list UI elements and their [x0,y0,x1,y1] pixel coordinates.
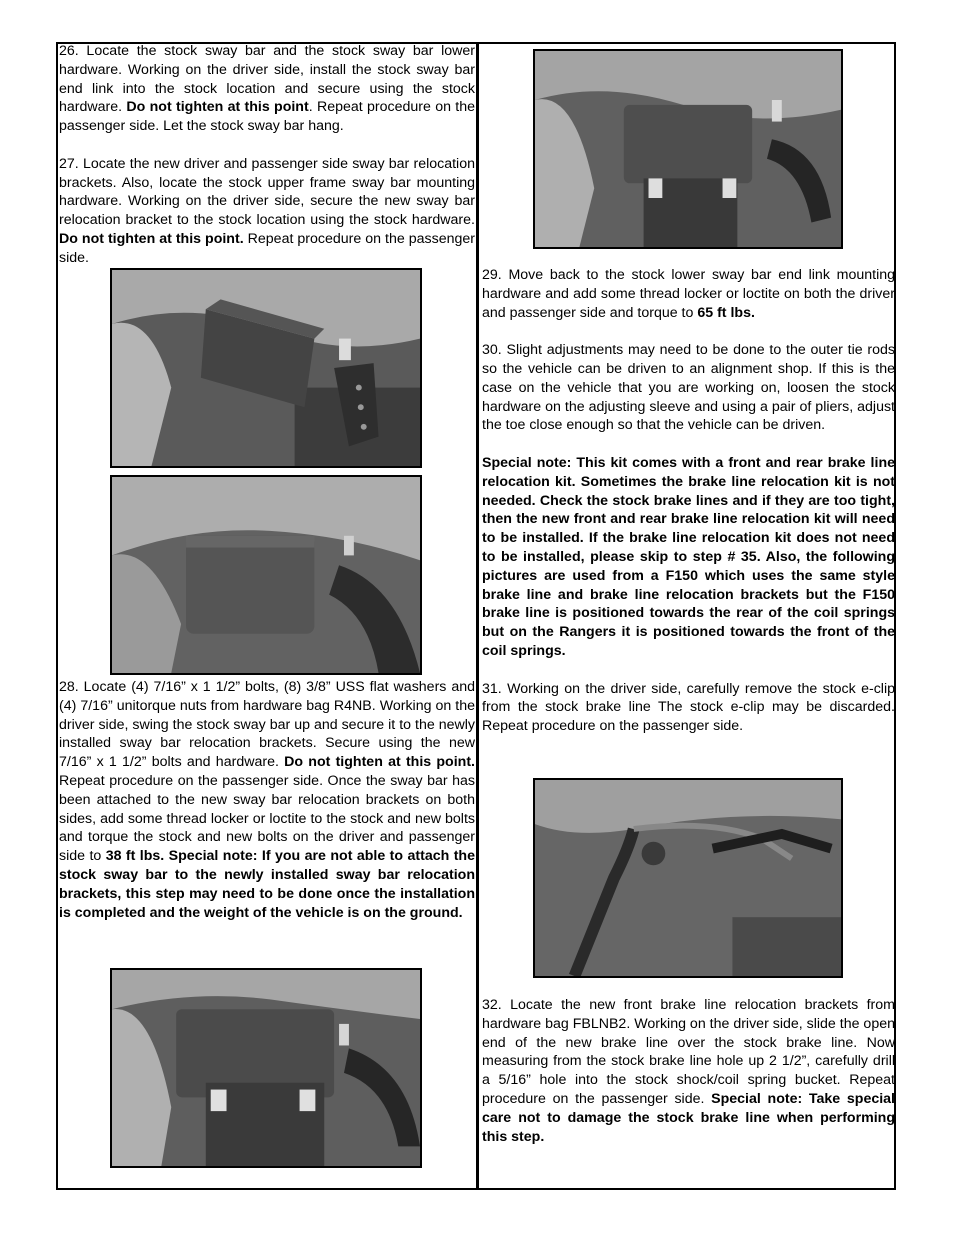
step-28: 28. Locate (4) 7/16” x 1 1/2” bolts, (8) 3/8” USS flat washers and (4) 7/16” unitorque nuts from hardware bag R4NB. Working on the driver side, swing the stock sway bar up and secure it to the newly installed sway bar relocation brackets. Secure using the new 7/16” x 1 1/2” bolts and hardware. Do not tighten at this point. Repeat procedure on the passenger side. Once the sway bar has been attached to the new sway bar relocation brackets on both sides, add some thread locker or loctite to the stock and new bolts and torque the stock and new bolts on the driver and passenger side to 38 ft lbs. Special note: If you are not able to attach the stock sway bar to the newly installed sway bar relocation brackets, this step may need to be done once the installation is completed and the weight of the vehicle is on the ground. [59,679,476,921]
photo-sway-bar-attached [110,968,422,1168]
step-31: 31. Working on the driver side, carefully remove the stock e-clip from the stock brake line The stock e-clip may be discarded. Repeat procedure on the passenger side. [482,680,895,735]
column-divider [476,42,479,1190]
photo-bracket-closeup [533,49,843,249]
photo-brake-line-eclip [533,778,843,978]
step-28-text [59,678,475,922]
step-30: 30. Slight adjustments may need to be done to the outer tie rods so the vehicle can be driven to an alignment shop. If this is the case on the vehicle that you are working on, loosen the stock hardware on the adjusting sleeve and using a pair of pliers, adjust the toe close enough so that the vehicle can be driven. [482,342,895,434]
step-32-text [482,996,895,1146]
step-26-27-text [59,42,475,268]
step-26: 26. Locate the stock sway bar and the stock sway bar lower hardware. Working on the driver side, install the stock sway bar end link into the stock location and secure using the stock hardware. Do not tighten at this point. Repeat procedure on the passenger side. Let the stock sway bar hang. [59,43,476,135]
step-29-31-text [482,266,895,736]
step-27: 27. Locate the new driver and passenger side sway bar relocation brackets. Also, locate the stock upper frame sway bar mounting hardware. Working on the driver side, secure the new sway bar relocation bracket to the stock location using the stock hardware. Do not tighten at this point. Repeat procedure on the passenger side. [59,155,475,266]
special-note: Special note: This kit comes with a front and rear brake line relocation kit. Sometimes the brake line relocation kit is not needed. Check the stock brake lines and if they are too tight, then the new front and rear brake line relocation kit will need to be installed. If the brake line relocation kit does not need to be installed, please skip to step # 35. Also, the following pictures are used from a F150 which uses the same style brake line and brake line relocation brackets but the F150 brake line is positioned towards the rear of the coil springs but on the Rangers it is positioned towards the front of the coil springs. [482,454,895,659]
photo-relocation-bracket-installed [110,268,422,468]
photo-relocation-bracket-front [110,475,422,675]
step-29: 29. Move back to the stock lower sway bar end link mounting hardware and add some thread locker or loctite on both the driver and passenger side and torque to 65 ft lbs. [482,267,895,321]
step-32: 32. Locate the new front brake line relocation brackets from hardware bag FBLNB2. Working on the driver side, slide the open end of the new brake line over the stock brake line. Now measuring from the stock brake line hole up 2 1/2”, carefully drill a 5/16” hole into the stock shock/coil spring bucket. Repeat procedure on the passenger side. Special note: Take special care not to damage the stock brake line when performing this step. [482,997,896,1145]
